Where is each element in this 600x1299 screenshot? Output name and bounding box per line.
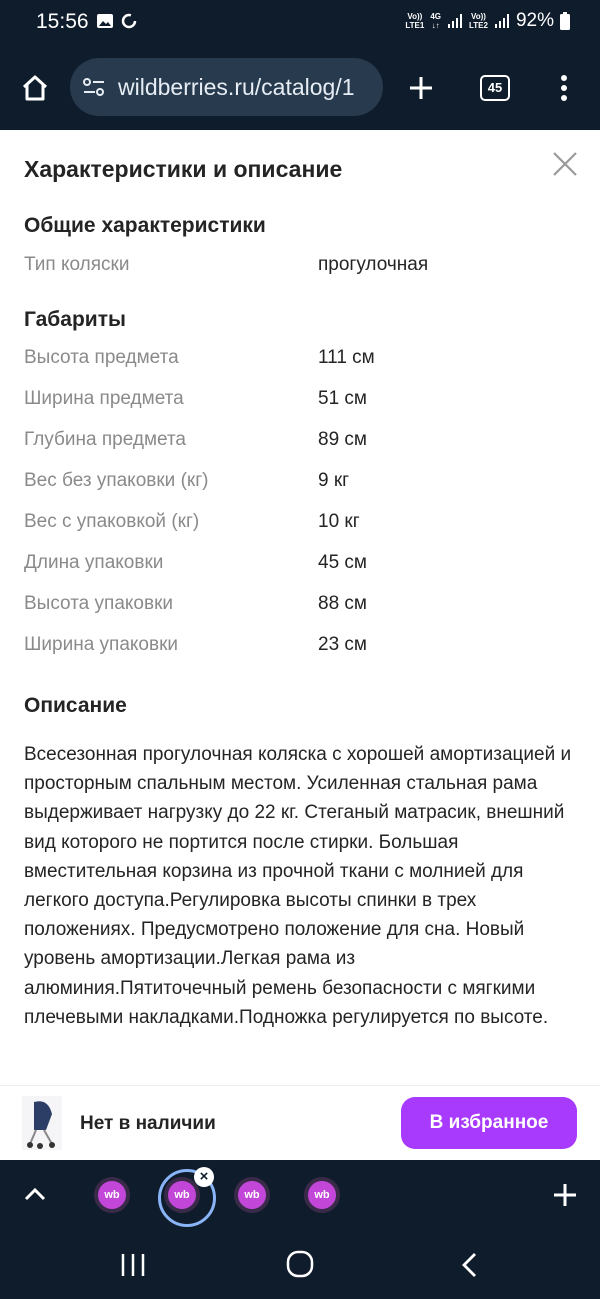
dimensions-heading: Габариты	[24, 308, 126, 331]
recent-apps-icon[interactable]	[120, 1253, 146, 1277]
tab-switcher-button[interactable]: 45	[480, 75, 510, 101]
spec-row	[24, 429, 584, 459]
spec-key: Вес с упаковкой (кг)	[24, 511, 200, 532]
spec-key: Тип коляски	[24, 254, 130, 275]
spec-key: Глубина предмета	[24, 429, 187, 450]
spec-row	[24, 593, 584, 623]
spec-value: 111 см	[318, 347, 375, 368]
spec-value: 10 кг	[318, 511, 360, 532]
tab-wildberries[interactable]: wb	[94, 1177, 130, 1213]
sync-icon	[120, 12, 138, 30]
general-heading: Общие характеристики	[24, 214, 266, 237]
spec-value: 45 см	[318, 552, 367, 573]
spec-value: 89 см	[318, 429, 367, 450]
spec-key: Длина упаковки	[24, 552, 164, 573]
spec-key: Ширина упаковки	[24, 634, 179, 655]
chevron-up-icon[interactable]	[24, 1187, 46, 1201]
add-to-favorites-button[interactable]: В избранное	[401, 1097, 577, 1149]
spec-value: прогулочная	[318, 254, 429, 275]
spec-key: Высота упаковки	[24, 593, 173, 614]
home-button-icon[interactable]	[286, 1250, 314, 1278]
sim1-indicator: Vo)) LTE1	[405, 12, 425, 30]
status-time: 15:56	[36, 10, 89, 33]
tab-strip	[0, 1160, 600, 1230]
spec-row	[24, 552, 584, 582]
gallery-icon	[96, 12, 114, 30]
product-thumbnail[interactable]	[22, 1096, 62, 1150]
spec-key: Ширина предмета	[24, 388, 184, 409]
signal-icon	[494, 13, 510, 29]
tab-wildberries-active[interactable]: wb	[164, 1177, 200, 1213]
close-icon[interactable]	[551, 150, 579, 178]
spec-row	[24, 470, 584, 500]
spec-value: 23 см	[318, 634, 367, 655]
description-heading: Описание	[24, 694, 127, 717]
back-icon[interactable]	[460, 1252, 478, 1278]
product-action-bar	[0, 1085, 600, 1161]
address-bar[interactable]	[70, 58, 383, 116]
close-tab-icon[interactable]: ×	[194, 1167, 214, 1187]
panel-title: Характеристики и описание	[24, 156, 343, 182]
home-icon[interactable]	[20, 73, 50, 103]
add-tab-icon[interactable]	[553, 1183, 577, 1207]
spec-key: Вес без упаковки (кг)	[24, 470, 209, 491]
tab-wildberries[interactable]: wb	[304, 1177, 340, 1213]
battery-icon	[560, 12, 570, 30]
spec-value: 51 см	[318, 388, 367, 409]
sim2-indicator: Vo)) LTE2	[469, 12, 488, 30]
stock-status: Нет в наличии	[80, 1113, 216, 1134]
url-text[interactable]: wildberries.ru/catalog/1	[118, 74, 355, 100]
signal-icon	[447, 13, 463, 29]
spec-key: Высота предмета	[24, 347, 179, 368]
spec-row	[24, 388, 584, 418]
site-settings-icon[interactable]	[82, 76, 106, 98]
tab-wildberries[interactable]: wb	[234, 1177, 270, 1213]
browser-toolbar	[0, 46, 600, 130]
spec-value: 9 кг	[318, 470, 350, 491]
system-navigation-bar	[0, 1230, 600, 1299]
new-tab-icon[interactable]	[408, 75, 434, 101]
description-text: Всесезонная прогулочная коляска с хорошей амортизацией и просторным спальным местом. Усиленная стальная рама выдерживает нагрузку до 22 кг. Стеганый матрасик, внешний вид которого не портится после стирки. Большая вместительная корзина из прочной ткани с молнией для легкого доступа.Регулировка высоты спинки в трех положениях. Предусмотрено положение для сна. Новый уровень амортизации.Легкая рама из алюминия.Пятиточечный ремень безопасности с мягкими плечевыми накладками.Подножка регулируется по высоте.	[24, 744, 572, 1028]
network-type: 4G ↓↑	[430, 12, 441, 30]
spec-row	[24, 511, 584, 541]
spec-row	[24, 634, 584, 664]
status-bar	[0, 0, 600, 46]
characteristics-panel	[0, 130, 600, 1085]
spec-row	[24, 254, 584, 284]
spec-row	[24, 347, 584, 377]
menu-icon[interactable]	[558, 74, 570, 102]
battery-percent: 92%	[515, 10, 554, 31]
spec-value: 88 см	[318, 593, 367, 614]
